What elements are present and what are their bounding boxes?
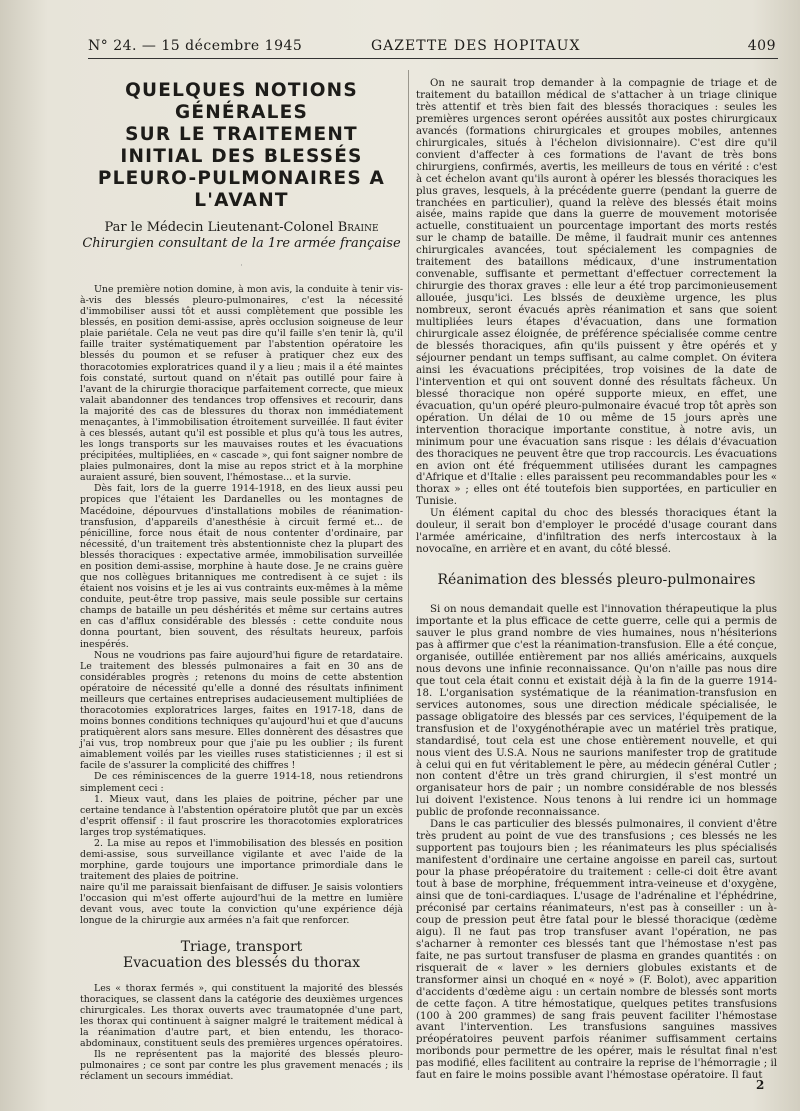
author-name: Braine xyxy=(337,220,379,235)
byline-author-line xyxy=(80,220,403,236)
journal-title: GAZETTE DES HOPITAUX xyxy=(371,38,581,54)
paragraph: Un élément capital du choc des blessés thoraciques étant la douleur, il serait bon d'employer le procédé d'usage courant dans l'armée américaine, d'infiltration des nerfs intercostaux à la novocaïne, en arrière et en avant, du côté blessé. xyxy=(416,508,777,556)
paragraph: 1. Mieux vaut, dans les plaies de poitrine, pécher par une certaine tendance à l'abstention opératoire plutôt que par un excès d'esprit offensif : il faut proscrire les thoracotomies exploratrices larges trop systématiques. xyxy=(80,793,403,838)
title-line: QUELQUES NOTIONS GÉNÉRALES xyxy=(125,80,358,123)
paragraph: Nous ne voudrions pas faire aujourd'hui figure de retardataire. Le traitement des blessés pulmonaires a fait en 30 ans de considérables progrès ; retenons du moins de cette abstention opératoire de nécessité qu'elle a donné des résultats infiniment meilleurs que certaines entreprises audacieusement multipliées de thoracotomies exploratrices larges, faites en 1917-18, dans de moins bonnes conditions techniques qu'aujourd'hui et que d'aucuns pratiquèrent alors sans mesure. Elles donnèrent des désastres que j'ai vus, trop nombreux pour que j'aie pu les oublier ; ils furent aimablement voilés par les vieilles ruses statisticiennes ; il est si facile de s'assurer la complicité des chiffres ! xyxy=(80,649,403,772)
section-heading-line: Triage, transport xyxy=(180,938,303,955)
paragraph: Ils ne représentent pas la majorité des blessés pleuro-pulmonaires ; ce sont par contre les plus gravement menacés ; ils réclament un secours immédiat. xyxy=(80,1049,403,1083)
title-line: SUR LE TRAITEMENT INITIAL DES BLESSÉS xyxy=(120,124,363,167)
paragraph: De ces réminiscences de la guerre 1914-18, nous retiendrons simplement ceci : xyxy=(80,771,403,794)
section-heading: Réanimation des blessés pleuro-pulmonaires xyxy=(437,572,756,589)
issue-date: N° 24. — 15 décembre 1945 xyxy=(88,38,303,54)
paragraph: Si on nous demandait quelle est l'innovation thérapeutique la plus importante et la plus efficace de cette guerre, celle qui a permis de sauver le plus grand nombre de vies humaines, nous n'hésiterions pas à affirmer que c'est la réanimation-transfusion. Elle a été conçue, organisée, outillée entièrement par nos alliés américains, auxquels nous devons une infinie reconnaissance. Qu'on n'aille pas nous dire que tout cela était connu et existait déjà à la fin de la guerre 1914-18. L'organisation systématique de la réanimation-transfusion en services autonomes, sous une direction médicale spécialisée, le passage obligatoire des blessés par ces services, l'équipement de la transfusion et de l'oxygénothérapie avec un matériel très pratique, standardisé, tout cela est une chose entièrement nouvelle, et qui nous vient des U.S.A. Nous ne saurions manifester trop de gratitude à celui qui en fut véritablement le père, au médecin général Cutler ; non content d'être un très grand chirurgien, il s'est montré un organisateur hors de pair ; un nombre considérable de nos blessés lui doivent l'existence. Nous tenons à lui rendre ici un hommage public de profonde reconnaissance. xyxy=(416,604,777,819)
paragraph: 2. La mise au repos et l'immobilisation des blessés en position demi-assise, sous surveillance vigilante et avec l'aide de la morphine, garde toujours une importance primordiale dans le traitement des plaies de poitrine. xyxy=(80,837,403,883)
paragraph: Dans le cas particulier des blessés pulmonaires, il convient d'être très prudent au point de vue des transfusions ; ces blessés ne les supportent pas toujours bien ; les réanimateurs les plus spécialisés manifestent d'ordinaire une certaine angoisse en pareil cas, surtout pour la phase préopératoire du traitement : celle-ci doit être avant tout à base de morphine, fréquemment intra-veineuse et d'oxygène, ainsi que de toni-cardiaques. L'usage de l'adrénaline et l'éphédrine, préconisé par certains réanimateurs, n'est pas à conseiller : un à-coup de pression peut être fatal pour le blessé thoracique (œdème aigu). Il ne faut pas trop transfuser avant l'opération, ne pas s'acharner à remonter ces blessés tant que l'hémostase n'est pas faite, ne pas surtout transfuser de plasma en grandes quantités : on risquerait de « laver » les derniers globules existants et de transformer ainsi un choqué en « noyé » (F. Bolot), avec apparition d'accidents d'œdème aigu : un certain nombre de blessés sont morts de cette façon. A titre hémostatique, quelques petites transfusions (100 à 200 grammes) de sang frais peuvent faciliter l'hémostase avant l'intervention. Les transfusions sanguines massives préopératoires peuvent parfois réanimer suffisamment certains moribonds pour permettre de les opérer, mais le résultat final n'est pas modifié, elles facilitent au contraire la reprise de l'hémorragie ; il faut en faire le moins possible avant l'hémostase opératoire. Il faut xyxy=(416,819,777,1082)
byline xyxy=(80,220,403,252)
corner-mark: 2 xyxy=(756,1078,765,1092)
article-title xyxy=(80,80,403,212)
paragraph: On ne saurait trop demander à la compagnie de triage et de traitement du bataillon médical de s'attacher à un triage clinique très attentif et très bien fait des blessés thoraciques : seules les premières urgences seront opérées aussitôt aux postes chirurgicaux avancés (formations chirurgicales et groupes mobiles, antennes chirurgicales, situés à l'échelon divisionnaire). C'est dire qu'il convient d'affecter à ces formations de l'avant de très bons chirurgiens, confirmés, avertis, les meilleurs de tous en vérité : c'est à cet échelon avant qu'ils auront à opérer les blessés thoraciques les plus graves, lesquels, à la précédente guerre (pendant la guerre de tranchées en particulier), quand la relève des blessés était moins aisée, mains rapide que dans la guerre de mouvement motorisée actuelle, constituaient un pourcentage important des morts restés sur le champ de bataille. De même, il faudrait munir ces antennes chirurgicales avancées, tout spécialement les compagnies de traitement des bataillons médicaux, d'une instrumentation convenable, suffisante et permettant d'effectuer correctement la chirurgie des thorax graves : elle leur a été trop parcimonieusement allouée, jusqu'ici. Les blssés de deuxième urgence, les plus nombreux, seront évacués après réanimation et sans que soient multipliées leurs étapes d'évacuation, dans une formation chirurgicale assez éloignée, de préférence spécialisée comme centre de blessés thoraciques, afin qu'ils puissent y être opérés et y séjourner pendant un temps suffisant, au calme complet. On évitera ainsi les évacuations précipitées, trop voisines de la date de l'intervention et qui ont souvent donné des résultats fâcheux. Un blessé thoracique non opéré supporte mieux, en effet, une évacuation, qu'un opéré pleuro-pulmonaire évacué trop tôt après son opération. Un délai de 10 ou même de 15 jours après une intervention thoracique importante constitue, à notre avis, un minimum pour une évacuation sans risque : les délais d'évacuation des thoraciques ne peuvent être que trop raccourcis. Les évacuations en avion ont été fréquemment utilisées durant les campagnes d'Afrique et d'Italie : elles paraissent peu recommandables pour les « thorax » ; elles ont été toutefois bien supportées, en particulier en Tunisie. xyxy=(416,78,777,508)
separator-dot: · xyxy=(240,261,243,270)
paragraph: Une première notion domine, à mon avis, la conduite à tenir vis-à-vis des blessés pleuro-pulmonaires, c'est la nécessité d'immobiliser aussi tôt et aussi complètement que possible les blessés, en position demi-assise, après occlusion soigneuse de leur plaie pariétale. Cela ne veut pas dire qu'il faille s'en tenir là, qu'il faille traiter systématiquement par l'abstention opératoire les blessés du poumon et se refuser à pratiquer chez eux des thoracotomies exploratrices quand il y a lieu ; mais il a été maintes fois constaté, surtout quand on n'était pas outillé pour faire à l'avant de la chirurgie thoracique parfaitement correcte, que mieux valait abandonner des tendances trop offensives et recourir, dans la majorité des cas de blessures du thorax non immédiatement menaçantes, à l'immobilisation étroitement surveillée. Il faut éviter à ces blessés, autant qu'il est possible et plus qu'à tous les autres, les longs transports sur les mauvaises routes et les évacuations précipitées, multipliées, en « cascade », qui font saigner nombre de plaies pulmonaires, dont la mise au repos strict et à la morphine auraient assuré, bien souvent, l'hémostase... et la survie. xyxy=(80,284,403,484)
byline-prefix: Par le Médecin Lieutenant-Colonel xyxy=(104,220,334,235)
byline-role: Chirurgien consultant de la 1re armée française xyxy=(82,236,401,251)
left-column xyxy=(80,78,403,1082)
right-column xyxy=(416,78,777,1082)
page-header xyxy=(88,30,778,59)
paragraph: Les « thorax fermés », qui constituent la majorité des blessés thoraciques, se classent dans la catégorie des deuxièmes urgences chirurgicales. Les thorax ouverts avec traumatopnée d'une part, les thorax qui continuent à saigner malgré le traitement médical à la réanimation d'autre part, et bien entendu, les thoraco-abdominaux, constituent seuls des premières urgences opératoires. xyxy=(80,982,403,1049)
title-line: PLEURO-PULMONAIRES A L'AVANT xyxy=(97,168,386,211)
column-divider xyxy=(408,70,409,1070)
paragraph: Dès fait, lors de la guerre 1914-1918, en des lieux aussi peu propices que l'étaient les Dardanelles ou les montagnes de Macédoine, dépourvues d'installations mobiles de réanimation-transfusion, d'appareils d'anesthésie à circuit fermé et... de pénicilline, force nous était de nous contenter d'ordinaire, par nécessité, d'un traitement très abstentionniste chez la plupart des blessés thoraciques : expectative armée, immobilisation surveillée en position demi-assise, morphine à haute dose. Je ne crains guère que nos collègues britanniques me contredisent à ce sujet : ils étaient nos voisins et je les ai vus contraints eux-mêmes à la même conduite, peut-être trop passive, mais seule possible sur certains champs de bataille un peu déshérités et même sur certains autres en cas d'afflux considérable des blessés : cette conduite nous donna pourtant, bien souvent, des résultats heureux, parfois inespérés. xyxy=(80,483,403,650)
section-heading-line: Evacuation des blessés du thorax xyxy=(122,954,360,971)
page-number: 409 xyxy=(747,38,776,54)
section-heading xyxy=(80,939,403,971)
paragraph: naire qu'il me paraissait bienfaisant de diffuser. Je saisis volontiers l'occasion qui m'est offerte aujourd'hui de la mettre en lumière devant vous, avec toute la conviction qu'une expérience déjà longue de la chirurgie aux armées n'a fait que renforcer. xyxy=(80,882,403,927)
